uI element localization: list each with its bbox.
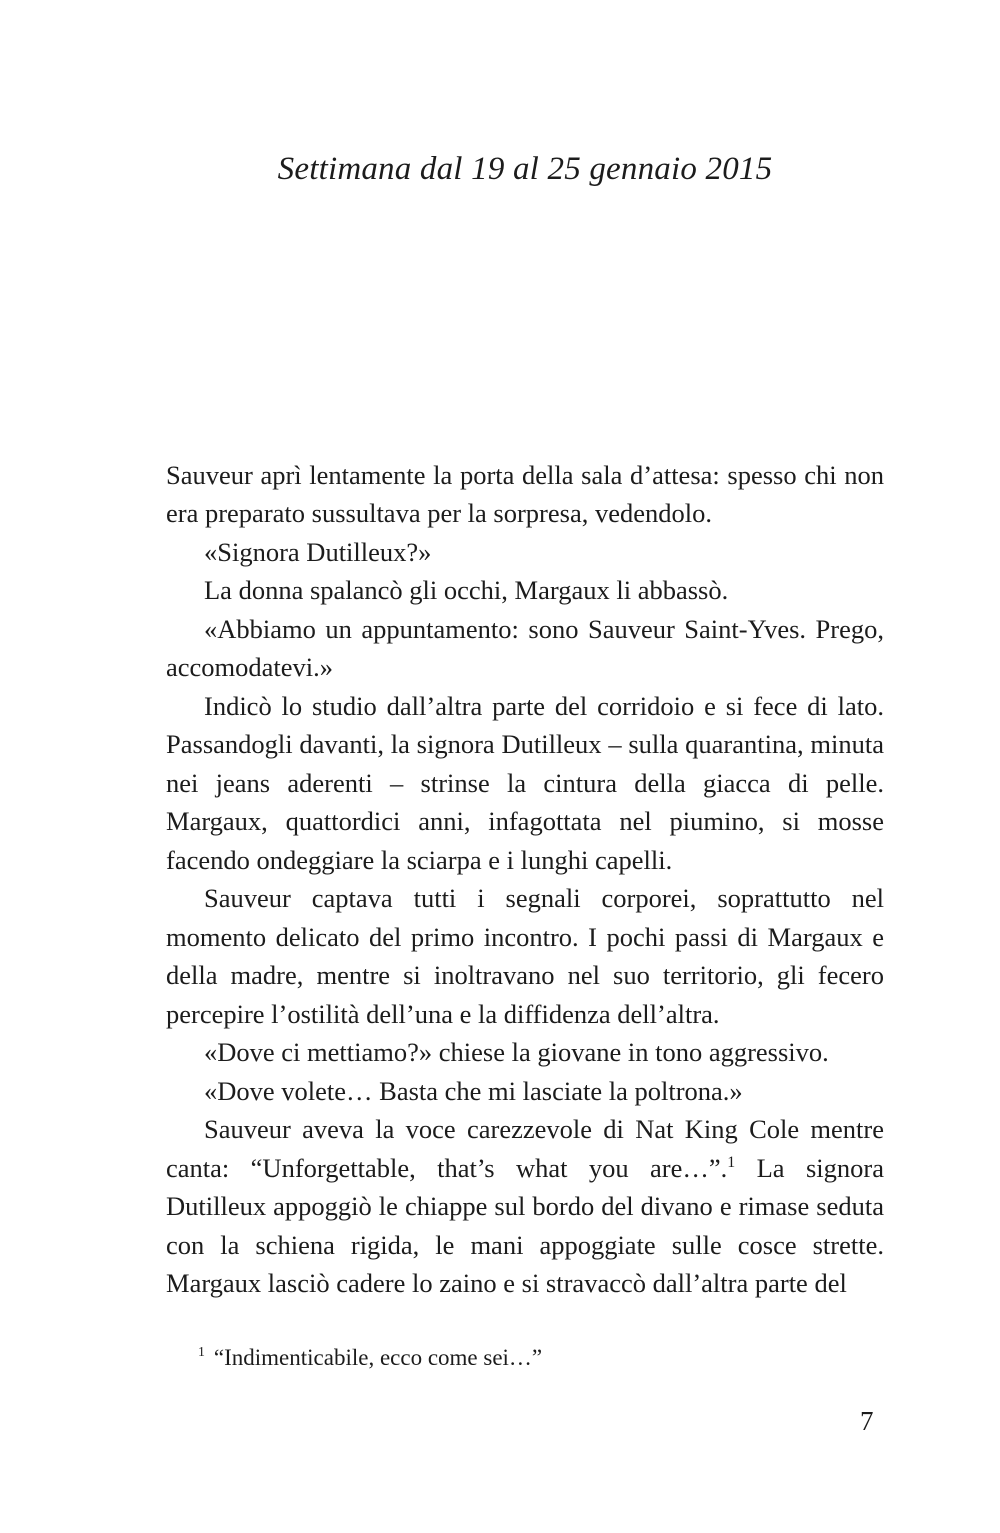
paragraph: «Signora Dutilleux?» <box>204 536 432 567</box>
paragraph-text: Sauveur aveva la voce carezzevole di Nat King Cole mentre canta: “Unforgettable, that’s what you are…”. <box>166 1114 884 1183</box>
paragraph: Sauveur captava tutti i segnali corporei, soprattutto nel momento delicato del primo incontro. I pochi passi di Margaux e della madre, mentre si inoltravano nel suo territorio, gli fecero percepire l’ostilità dell’una e la diffidenza dell’altra. <box>166 883 884 1029</box>
footnote-reference: 1 <box>727 1153 736 1171</box>
footnote <box>198 1343 884 1373</box>
page-number: 7 <box>860 1406 874 1436</box>
paragraph-text: La signora Dutilleux appoggiò le chiappe sul bordo del divano e rimase seduta con la schiena rigida, le mani appoggiate sulle cosce strette. Margaux lasciò cadere lo zaino e si stravaccò dall’altra parte del <box>166 1152 884 1299</box>
paragraph: «Abbiamo un appuntamento: sono Sauveur Saint-Yves. Prego, accomodatevi.» <box>166 613 884 683</box>
paragraph: Indicò lo studio dall’altra parte del corridoio e si fece di lato. Passandogli davanti, la signora Dutilleux – sulla quarantina, minuta nei jeans aderenti – strinse la cintura della giacca di pelle. Margaux, quattordici anni, infagottata nel piumino, si mosse facendo ondeggiare la sciarpa e i lunghi capelli. <box>166 690 884 875</box>
paragraph: «Dove ci mettiamo?» chiese la giovane in tono aggressivo. <box>204 1037 829 1068</box>
footnote-marker: 1 <box>198 1343 205 1359</box>
paragraph: La donna spalancò gli occhi, Margaux li abbassò. <box>204 575 729 606</box>
paragraph: Sauveur aprì lentamente la porta della sala d’attesa: spesso chi non era preparato sussultava per la sorpresa, vedendolo. <box>166 459 884 529</box>
body-text <box>166 456 884 1303</box>
chapter-heading: Settimana dal 19 al 25 gennaio 2015 <box>277 151 773 187</box>
footnote-text: “Indimenticabile, ecco come sei…” <box>213 1344 543 1370</box>
paragraph <box>166 1110 884 1303</box>
paragraph: «Dove volete… Basta che mi lasciate la poltrona.» <box>204 1075 743 1106</box>
